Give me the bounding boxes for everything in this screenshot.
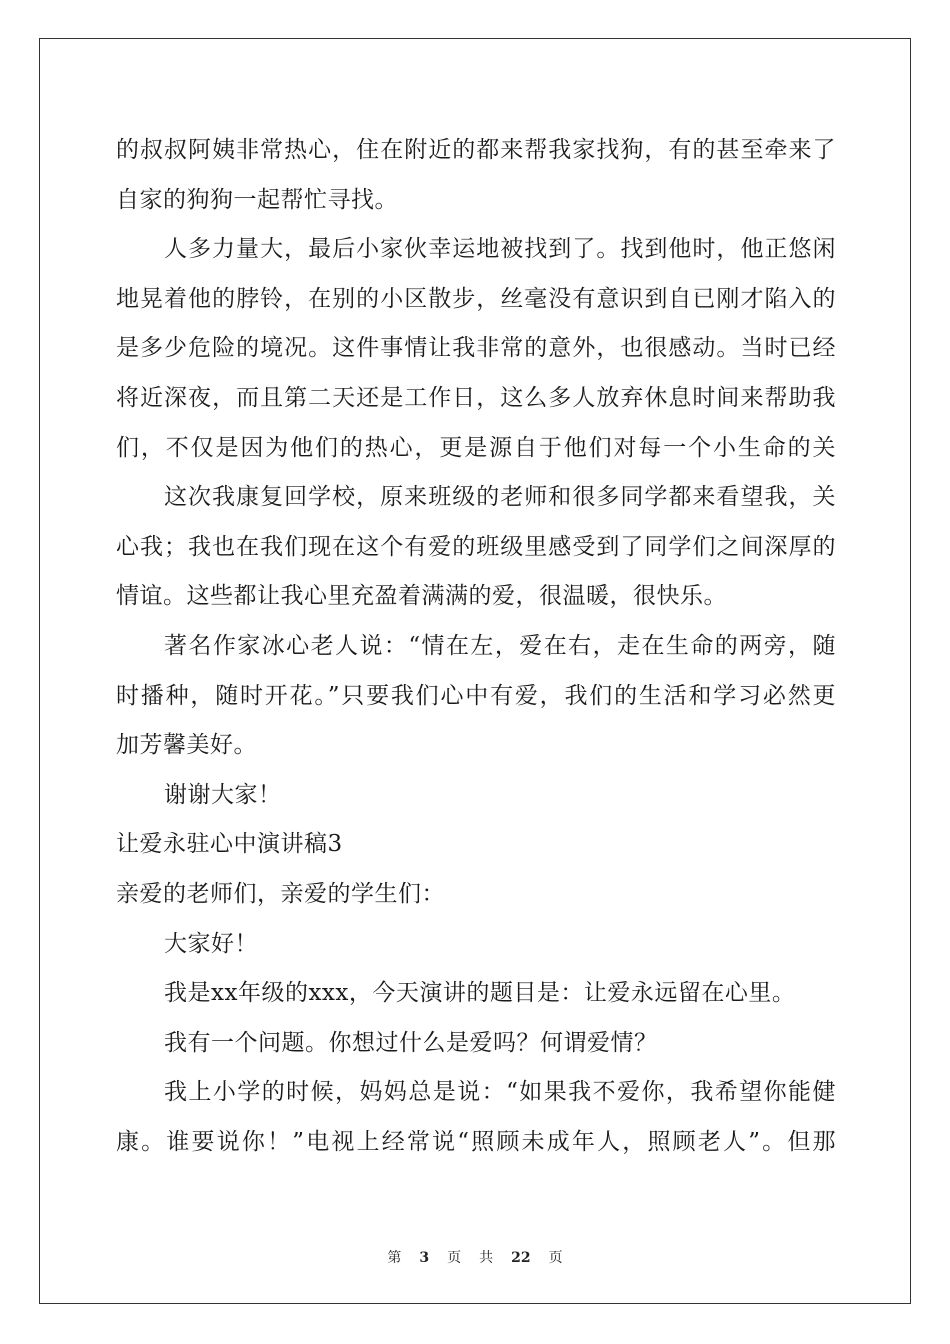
page-current: 3 [419,1250,430,1266]
text-line: 们，不仅是因为他们的热心，更是源自于他们对每一个小生命的关 [116,434,836,461]
text-line: 我上小学的时候，妈妈总是说：“如果我不爱你，我希望你能健 [164,1079,836,1106]
text-line: 这次我康复回学校，原来班级的老师和很多同学都来看望我，关 [164,484,836,511]
page-number [387,1250,461,1266]
text-line: 是多少危险的境况。这件事情让我非常的意外，也很感动。当时已经 [116,335,836,362]
text-line: 情谊。这些都让我心里充盈着满满的爱，很温暖，很快乐。 [116,583,727,610]
text-line: 康。谁要说你！”电视上经常说“照顾未成年人，照顾老人”。但那 [116,1128,836,1155]
page-total-count: 22 [511,1250,531,1266]
page-prefix: 第 [387,1250,402,1266]
section-title: 让爱永驻心中演讲稿3 [116,831,343,858]
text-line: 我有一个问题。你想过什么是爱吗？何谓爱情？ [164,1029,658,1056]
text-line: 地晃着他的脖铃，在别的小区散步，丝毫没有意识到自已刚才陷入的 [116,285,836,312]
page-footer [0,1247,950,1267]
text-line: 谢谢大家！ [164,781,282,808]
text-line: 我是xx年级的xxx，今天演讲的题目是：让爱永远留在心里。 [164,980,796,1007]
text-line: 将近深夜，而且第二天还是工作日，这么多人放弃休息时间来帮助我 [116,384,836,411]
text-line: 加芳馨美好。 [116,732,257,759]
total-suffix: 页 [548,1250,563,1266]
page-total [479,1250,562,1266]
total-prefix: 共 [479,1250,494,1266]
text-line: 自家的狗狗一起帮忙寻找。 [116,186,398,213]
text-line: 著名作家冰心老人说：“情在左，爱在右，走在生命的两旁，随 [164,632,836,659]
document-body [116,126,836,1167]
text-line: 心我；我也在我们现在这个有爱的班级里感受到了同学们之间深厚的 [116,533,836,560]
text-line: 时播种，随时开花。”只要我们心中有爱，我们的生活和学习必然更 [116,682,836,709]
text-line: 人多力量大，最后小家伙幸运地被找到了。找到他时，他正悠闲 [164,236,836,263]
salutation: 亲爱的老师们，亲爱的学生们： [116,880,445,907]
text-line: 的叔叔阿姨非常热心，住在附近的都来帮我家找狗，有的甚至牵来了 [116,137,836,163]
page-suffix: 页 [447,1250,462,1266]
text-line: 大家好！ [164,930,258,957]
